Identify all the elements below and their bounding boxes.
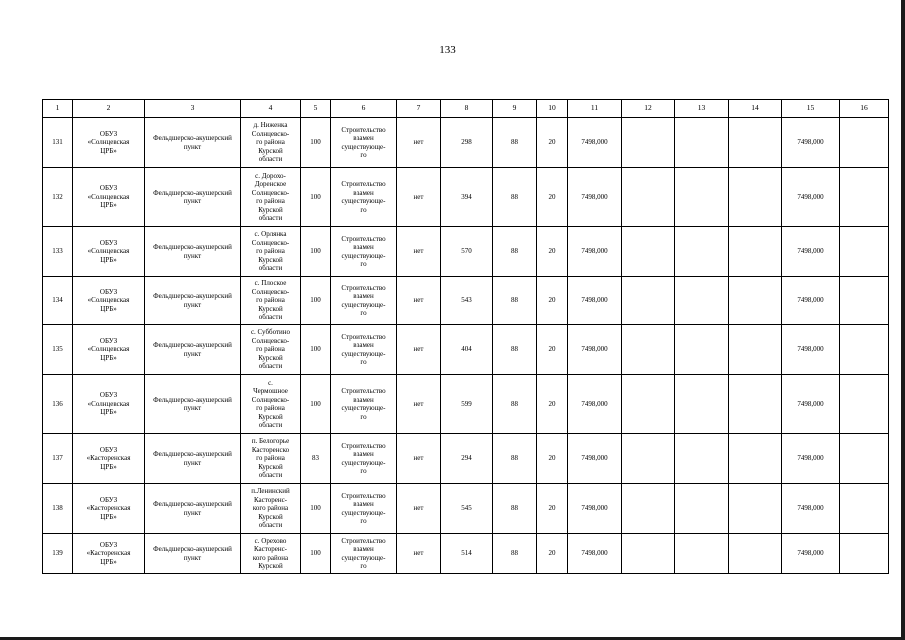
- work-type-cell: [331, 325, 397, 375]
- work-type-line: существующе-: [341, 251, 386, 260]
- facility-type-cell: Фельдшерско-акушерский пункт: [145, 227, 241, 277]
- table-row: [43, 168, 889, 227]
- work-type-cell: [331, 434, 397, 484]
- column8-cell: 599: [441, 375, 493, 434]
- organization-cell: [73, 375, 145, 434]
- organization-line: ЦРБ»: [100, 304, 117, 313]
- work-type-cell: [331, 168, 397, 227]
- column16-cell: [840, 484, 889, 534]
- column14-cell: [729, 277, 782, 325]
- address-line: Курской: [258, 412, 283, 421]
- column16-cell: [840, 168, 889, 227]
- organization-cell: [73, 484, 145, 534]
- organization-line: ЦРБ»: [100, 462, 117, 471]
- organization-line: ОБУЗ: [99, 238, 118, 247]
- column-header: 7: [397, 100, 441, 118]
- address-line: Курской: [258, 353, 283, 362]
- organization-line: «Солнцевская: [87, 296, 130, 305]
- column9-cell: 88: [493, 325, 537, 375]
- column-header: 8: [441, 100, 493, 118]
- address-line: кого района: [252, 504, 289, 513]
- column16-cell: [840, 118, 889, 168]
- address-line: Курской: [258, 255, 283, 264]
- column5-cell: 100: [301, 484, 331, 534]
- address-cell: [241, 118, 301, 168]
- column8-cell: 545: [441, 484, 493, 534]
- organization-cell: [73, 534, 145, 574]
- column8-cell: 294: [441, 434, 493, 484]
- organization-line: ЦРБ»: [100, 557, 117, 566]
- column14-cell: [729, 434, 782, 484]
- organization-line: ЦРБ»: [100, 353, 117, 362]
- column-number-row: [43, 100, 889, 118]
- address-cell: [241, 168, 301, 227]
- column14-cell: [729, 484, 782, 534]
- column9-cell: 88: [493, 227, 537, 277]
- address-cell: [241, 484, 301, 534]
- row-number-cell: 133: [43, 227, 73, 277]
- organization-line: ЦРБ»: [100, 408, 117, 417]
- column8-cell: 404: [441, 325, 493, 375]
- address-line: области: [258, 362, 283, 371]
- column-header: 1: [43, 100, 73, 118]
- work-type-line: го: [360, 467, 367, 475]
- address-cell: [241, 227, 301, 277]
- address-line: Курской: [258, 304, 283, 313]
- work-type-line: взамен: [353, 450, 374, 458]
- address-line: го района: [256, 345, 285, 354]
- work-type-line: существующе-: [341, 300, 386, 309]
- column13-cell: [675, 375, 729, 434]
- column15-cell: 7498,000: [782, 227, 840, 277]
- work-type-line: го: [360, 562, 367, 570]
- column15-cell: 7498,000: [782, 484, 840, 534]
- scan-border-right: [901, 0, 905, 640]
- facility-type-cell: Фельдшерско-акушерский пункт: [145, 434, 241, 484]
- column13-cell: [675, 277, 729, 325]
- address-line: области: [258, 155, 283, 164]
- address-line: Солнцевско-: [251, 129, 290, 138]
- address-cell: [241, 375, 301, 434]
- address-line: с.: [268, 378, 273, 387]
- organization-line: «Солнцевская: [87, 138, 130, 147]
- address-line: Касторенс-: [253, 545, 288, 553]
- organization-cell: [73, 118, 145, 168]
- work-type-cell: [331, 534, 397, 574]
- column15-cell: 7498,000: [782, 277, 840, 325]
- column16-cell: [840, 325, 889, 375]
- column8-cell: 394: [441, 168, 493, 227]
- column16-cell: [840, 277, 889, 325]
- column12-cell: [622, 118, 675, 168]
- column5-cell: 100: [301, 168, 331, 227]
- column13-cell: [675, 168, 729, 227]
- column11-cell: 7498,000: [568, 118, 622, 168]
- column5-cell: 100: [301, 325, 331, 375]
- row-number-cell: 136: [43, 375, 73, 434]
- column8-cell: 543: [441, 277, 493, 325]
- table-row: [43, 325, 889, 375]
- column10-cell: 20: [537, 277, 568, 325]
- work-type-line: взамен: [353, 188, 374, 197]
- work-type-line: существующе-: [341, 197, 386, 205]
- work-type-line: го: [360, 358, 367, 366]
- work-type-cell: [331, 375, 397, 434]
- address-line: области: [258, 521, 283, 530]
- row-number-cell: 131: [43, 118, 73, 168]
- column13-cell: [675, 434, 729, 484]
- column14-cell: [729, 227, 782, 277]
- column15-cell: 7498,000: [782, 434, 840, 484]
- work-type-line: Строительство: [341, 536, 386, 545]
- facility-type-cell: Фельдшерско-акушерский пункт: [145, 277, 241, 325]
- column-header: 2: [73, 100, 145, 118]
- column13-cell: [675, 325, 729, 375]
- column11-cell: 7498,000: [568, 484, 622, 534]
- column16-cell: [840, 227, 889, 277]
- column7-cell: нет: [397, 227, 441, 277]
- address-line: области: [258, 313, 283, 322]
- column16-cell: [840, 434, 889, 484]
- organization-cell: [73, 168, 145, 227]
- column11-cell: 7498,000: [568, 325, 622, 375]
- column-header: 11: [568, 100, 622, 118]
- address-cell: [241, 434, 301, 484]
- work-type-line: го: [360, 517, 367, 525]
- facility-type-cell: Фельдшерско-акушерский пункт: [145, 168, 241, 227]
- table-row: [43, 534, 889, 574]
- column7-cell: нет: [397, 168, 441, 227]
- work-type-line: го: [360, 412, 367, 421]
- work-type-cell: [331, 118, 397, 168]
- column-header: 13: [675, 100, 729, 118]
- column13-cell: [675, 534, 729, 574]
- column13-cell: [675, 118, 729, 168]
- column11-cell: 7498,000: [568, 277, 622, 325]
- work-type-line: существующе-: [341, 349, 386, 358]
- column9-cell: 88: [493, 534, 537, 574]
- table-row: [43, 484, 889, 534]
- row-number-cell: 134: [43, 277, 73, 325]
- column12-cell: [622, 325, 675, 375]
- work-type-line: Строительство: [341, 283, 386, 292]
- column11-cell: 7498,000: [568, 227, 622, 277]
- column9-cell: 88: [493, 118, 537, 168]
- column10-cell: 20: [537, 375, 568, 434]
- row-number-cell: 135: [43, 325, 73, 375]
- work-type-line: взамен: [353, 134, 374, 142]
- address-line: Курской: [258, 462, 283, 471]
- column11-cell: 7498,000: [568, 534, 622, 574]
- address-line: го района: [256, 247, 285, 256]
- work-type-line: Строительство: [341, 125, 386, 134]
- page-number: 133: [439, 44, 456, 56]
- column5-cell: 100: [301, 375, 331, 434]
- facility-type-cell: Фельдшерско-акушерский пункт: [145, 325, 241, 375]
- work-type-line: го: [360, 260, 367, 268]
- work-type-line: взамен: [353, 341, 374, 349]
- column12-cell: [622, 484, 675, 534]
- column-header: 14: [729, 100, 782, 118]
- work-type-line: существующе-: [341, 142, 386, 151]
- column13-cell: [675, 484, 729, 534]
- column5-cell: 100: [301, 534, 331, 574]
- address-line: Курской: [258, 512, 283, 521]
- work-type-line: го: [360, 151, 367, 159]
- column9-cell: 88: [493, 277, 537, 325]
- address-cell: [241, 325, 301, 375]
- organization-line: ОБУЗ: [99, 445, 118, 454]
- organization-line: ЦРБ»: [100, 146, 117, 155]
- table-row: [43, 227, 889, 277]
- organization-line: «Солнцевская: [87, 192, 130, 201]
- work-type-line: Строительство: [341, 234, 386, 243]
- column11-cell: 7498,000: [568, 375, 622, 434]
- address-line: Касторенс-: [253, 495, 288, 504]
- address-line: области: [258, 264, 283, 273]
- organization-line: ОБУЗ: [99, 287, 118, 296]
- organization-line: ЦРБ»: [100, 255, 117, 264]
- work-type-line: Строительство: [341, 491, 386, 500]
- table-row: [43, 118, 889, 168]
- address-line: с. Орехово: [254, 536, 287, 545]
- column15-cell: 7498,000: [782, 325, 840, 375]
- column7-cell: нет: [397, 375, 441, 434]
- facility-type-cell: Фельдшерско-акушерский пункт: [145, 534, 241, 574]
- address-line: кого района: [252, 553, 289, 562]
- column-header: 12: [622, 100, 675, 118]
- column12-cell: [622, 227, 675, 277]
- address-line: Касторенско: [251, 445, 290, 454]
- organization-line: ОБУЗ: [99, 540, 118, 549]
- organization-line: «Солнцевская: [87, 399, 130, 408]
- organization-line: «Солнцевская: [87, 247, 130, 256]
- column5-cell: 100: [301, 118, 331, 168]
- address-line: Чермошное: [253, 387, 288, 395]
- column8-cell: 514: [441, 534, 493, 574]
- column9-cell: 88: [493, 434, 537, 484]
- address-line: п.Ленинский: [251, 487, 290, 496]
- organization-line: ОБУЗ: [99, 129, 118, 138]
- column7-cell: нет: [397, 484, 441, 534]
- work-type-cell: [331, 484, 397, 534]
- address-line: Солнцевско-: [251, 188, 290, 197]
- column10-cell: 20: [537, 434, 568, 484]
- column12-cell: [622, 277, 675, 325]
- column-header: 9: [493, 100, 537, 118]
- table-row: [43, 277, 889, 325]
- work-type-line: существующе-: [341, 553, 386, 562]
- organization-line: «Касторенская: [86, 549, 131, 558]
- column5-cell: 83: [301, 434, 331, 484]
- address-line: области: [258, 214, 283, 222]
- column7-cell: нет: [397, 325, 441, 375]
- address-line: Солнцевско-: [251, 287, 290, 296]
- work-type-line: взамен: [353, 292, 374, 300]
- address-cell: [241, 277, 301, 325]
- row-number-cell: 138: [43, 484, 73, 534]
- organization-line: ЦРБ»: [100, 201, 117, 210]
- table-row: [43, 375, 889, 434]
- work-type-line: существующе-: [341, 404, 386, 412]
- column9-cell: 88: [493, 484, 537, 534]
- column-header: 6: [331, 100, 397, 118]
- work-type-line: го: [360, 309, 367, 317]
- column-header: 15: [782, 100, 840, 118]
- organization-cell: [73, 325, 145, 375]
- column7-cell: нет: [397, 277, 441, 325]
- organization-line: «Солнцевская: [87, 345, 130, 354]
- column13-cell: [675, 227, 729, 277]
- column14-cell: [729, 534, 782, 574]
- work-type-cell: [331, 277, 397, 325]
- column8-cell: 570: [441, 227, 493, 277]
- column15-cell: 7498,000: [782, 168, 840, 227]
- column14-cell: [729, 325, 782, 375]
- column15-cell: 7498,000: [782, 375, 840, 434]
- column-header: 10: [537, 100, 568, 118]
- facility-type-cell: Фельдшерско-акушерский пункт: [145, 118, 241, 168]
- column10-cell: 20: [537, 118, 568, 168]
- work-type-line: Строительство: [341, 387, 386, 395]
- address-line: п. Белогорье: [251, 437, 290, 446]
- column15-cell: 7498,000: [782, 534, 840, 574]
- address-line: с. Плоское: [254, 279, 287, 288]
- column16-cell: [840, 375, 889, 434]
- column5-cell: 100: [301, 227, 331, 277]
- column12-cell: [622, 375, 675, 434]
- work-type-line: Строительство: [341, 332, 386, 341]
- address-line: Солнцевско-: [251, 336, 290, 345]
- column9-cell: 88: [493, 168, 537, 227]
- column12-cell: [622, 168, 675, 227]
- organization-cell: [73, 227, 145, 277]
- organization-line: «Касторенская: [86, 504, 131, 513]
- organization-line: «Касторенская: [86, 454, 131, 463]
- column11-cell: 7498,000: [568, 434, 622, 484]
- address-line: Солнцевско-: [251, 395, 290, 404]
- address-line: Доренское: [254, 180, 287, 188]
- address-line: Курской: [258, 205, 283, 214]
- column14-cell: [729, 375, 782, 434]
- address-line: области: [258, 421, 283, 429]
- table-row: [43, 434, 889, 484]
- row-number-cell: 132: [43, 168, 73, 227]
- work-type-line: взамен: [353, 500, 374, 508]
- organization-line: ОБУЗ: [99, 336, 118, 345]
- work-type-line: го: [360, 205, 367, 214]
- column7-cell: нет: [397, 534, 441, 574]
- column12-cell: [622, 534, 675, 574]
- address-line: го района: [256, 454, 285, 463]
- column-header: 16: [840, 100, 889, 118]
- address-cell: [241, 534, 301, 574]
- work-type-cell: [331, 227, 397, 277]
- work-type-line: взамен: [353, 243, 374, 251]
- row-number-cell: 139: [43, 534, 73, 574]
- column8-cell: 298: [441, 118, 493, 168]
- column9-cell: 88: [493, 375, 537, 434]
- work-type-line: Строительство: [341, 441, 386, 450]
- address-line: с. Субботино: [250, 328, 291, 337]
- column7-cell: нет: [397, 434, 441, 484]
- column-header: 4: [241, 100, 301, 118]
- column15-cell: 7498,000: [782, 118, 840, 168]
- facility-type-cell: Фельдшерско-акушерский пункт: [145, 375, 241, 434]
- column-header: 5: [301, 100, 331, 118]
- column10-cell: 20: [537, 534, 568, 574]
- facility-type-cell: Фельдшерско-акушерский пункт: [145, 484, 241, 534]
- address-line: д. Ниженка: [253, 121, 288, 130]
- address-line: го района: [256, 138, 285, 147]
- column10-cell: 20: [537, 168, 568, 227]
- organization-line: ЦРБ»: [100, 512, 117, 521]
- column10-cell: 20: [537, 325, 568, 375]
- address-line: го района: [256, 296, 285, 305]
- column14-cell: [729, 118, 782, 168]
- column5-cell: 100: [301, 277, 331, 325]
- column10-cell: 20: [537, 227, 568, 277]
- work-type-line: существующе-: [341, 458, 386, 467]
- address-line: с. Орлянка: [254, 230, 287, 239]
- row-number-cell: 137: [43, 434, 73, 484]
- address-line: го района: [256, 197, 285, 205]
- address-line: Солнцевско-: [251, 238, 290, 247]
- address-line: Курской: [258, 146, 283, 155]
- work-type-line: Строительство: [341, 180, 386, 188]
- organization-line: ОБУЗ: [99, 495, 118, 504]
- construction-table: [42, 99, 889, 574]
- work-type-line: существующе-: [341, 508, 386, 517]
- organization-cell: [73, 277, 145, 325]
- address-line: с. Дорохо-: [255, 171, 286, 180]
- address-line: го района: [256, 404, 285, 412]
- address-line: области: [258, 471, 283, 480]
- organization-cell: [73, 434, 145, 484]
- column-header: 3: [145, 100, 241, 118]
- organization-line: ОБУЗ: [99, 184, 118, 193]
- address-line: Курской: [258, 562, 283, 570]
- column7-cell: нет: [397, 118, 441, 168]
- work-type-line: взамен: [353, 545, 374, 553]
- work-type-line: взамен: [353, 395, 374, 404]
- column14-cell: [729, 168, 782, 227]
- organization-line: ОБУЗ: [99, 391, 118, 400]
- column11-cell: 7498,000: [568, 168, 622, 227]
- column16-cell: [840, 534, 889, 574]
- column10-cell: 20: [537, 484, 568, 534]
- column12-cell: [622, 434, 675, 484]
